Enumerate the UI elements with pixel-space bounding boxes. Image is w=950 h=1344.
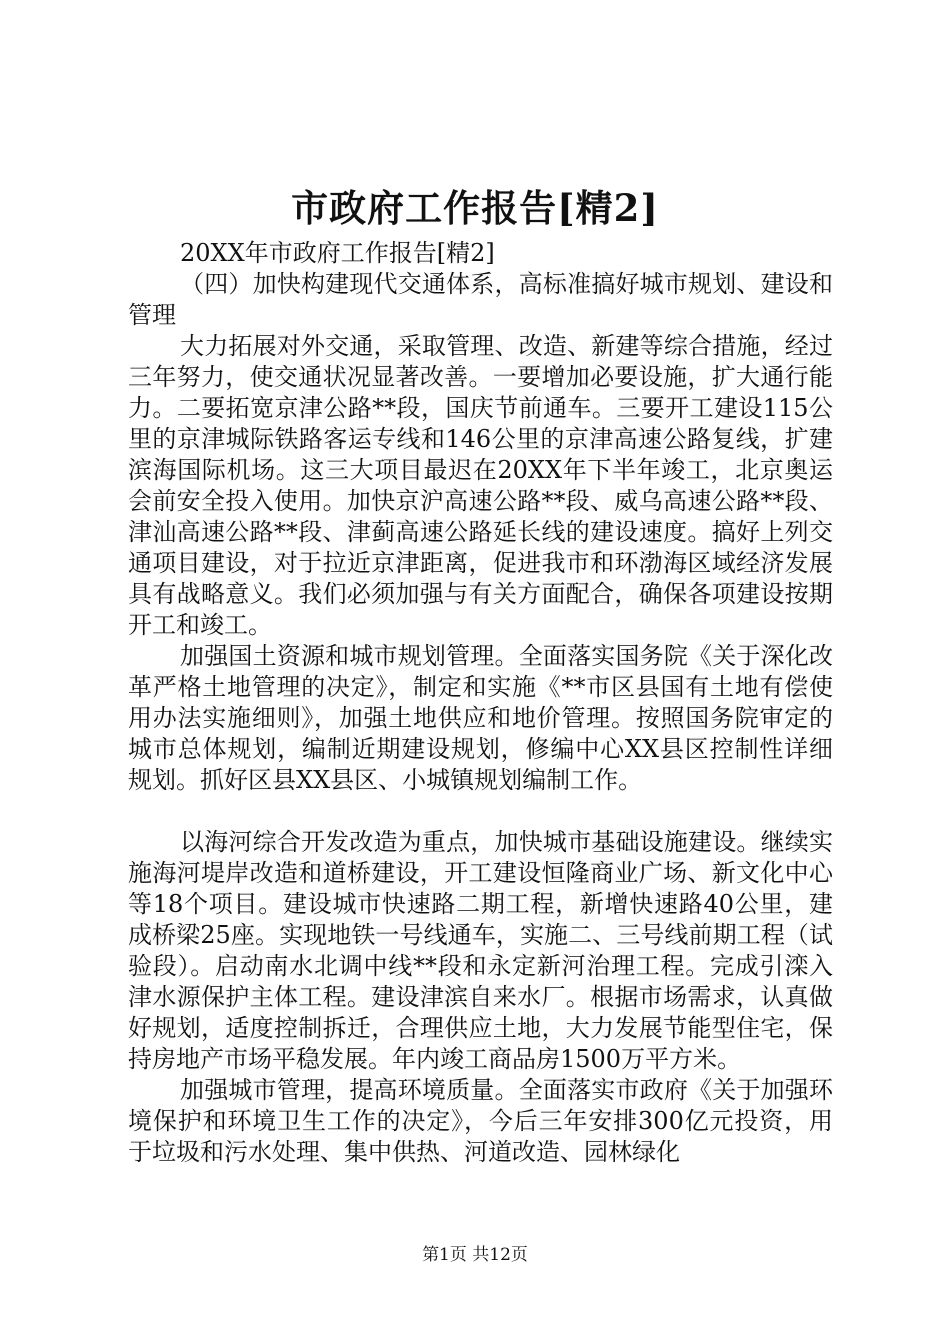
subtitle-paragraph: 20XX年市政府工作报告[精2] [180,239,495,267]
paragraph-infrastructure: 以海河综合开发改造为重点，加快城市基础设施建设。继续实施海河堤岸改造和道桥建设，开工建设恒隆商业广场、新文化中心等18个项目。建设城市快速路二期工程，新增快速路40公里，建成桥梁25座。实现地铁一号线通车，实施二、三号线前期工程（试验段）。启动南水北调中线**段和永定新河治理工程。完成引滦入津水源保护主体工程。建设津滨自来水厂。根据市场需求，认真做好规划，适度控制拆迁，合理供应土地，大力发展节能型住宅，保持房地产市场平稳发展。年内竣工商品房1500万平方米。 [128,828,833,1073]
paragraph-land-planning: 加强国土资源和城市规划管理。全面落实国务院《关于深化改革严格土地管理的决定》，制定和实施《**市区县国有土地有偿使用办法实施细则》，加强土地供应和地价管理。按照国务院审定的城市总体规划，编制近期建设规划，修编中心XX县区控制性详细规划。抓好区县XX县区、小城镇规划编制工作。 [128,642,833,794]
paragraph-environment: 加强城市管理，提高环境质量。全面落实市政府《关于加强环境保护和环境卫生工作的决定》，今后三年安排300亿元投资，用于垃圾和污水处理、集中供热、河道改造、园林绿化 [128,1076,833,1166]
page-title: 市政府工作报告[精2] [291,186,659,230]
document-body [128,238,833,1168]
paragraph-transport: 大力拓展对外交通，采取管理、改造、新建等综合措施，经过三年努力，使交通状况显著改善。一要增加必要设施，扩大通行能力。二要拓宽京津公路**段，国庆节前通车。三要开工建设115公里的京津城际铁路客运专线和146公里的京津高速公路复线，扩建滨海国际机场。这三大项目最迟在20XX年下半年竣工，北京奥运会前安全投入使用。加快京沪高速公路**段、威乌高速公路**段、津汕高速公路**段、津蓟高速公路延长线的建设速度。搞好上列交通项目建设，对于拉近京津距离，促进我市和环渤海区域经济发展具有战略意义。我们必须加强与有关方面配合，确保各项建设按期开工和竣工。 [128,332,833,639]
section-heading: （四）加快构建现代交通体系，高标准搞好城市规划、建设和管理 [128,270,833,329]
page-footer: 第1页 共12页 [422,1245,528,1265]
